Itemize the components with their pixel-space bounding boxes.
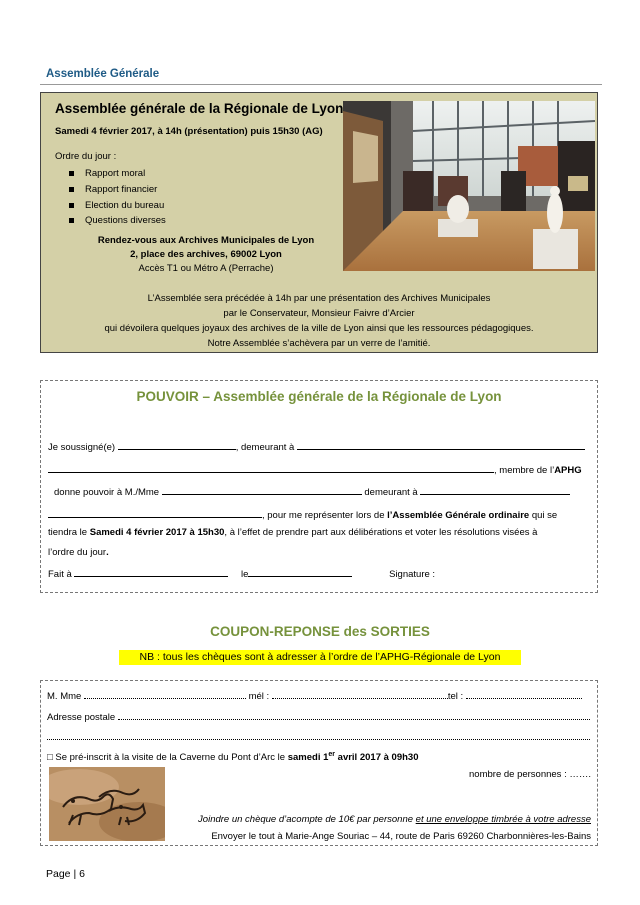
cave-painting-image xyxy=(49,767,165,841)
section-title: Assemblée Générale xyxy=(46,68,160,80)
pouvoir-line-4 xyxy=(48,508,557,521)
name-field[interactable] xyxy=(118,440,236,450)
archives-photo xyxy=(343,101,595,271)
proxy-address-field[interactable] xyxy=(420,485,570,495)
agenda-item-label: Questions diverses xyxy=(85,215,166,227)
signature-label: Signature : xyxy=(389,569,436,580)
proxy-address-continued-field[interactable] xyxy=(48,508,262,518)
ag-ordre-label: Ordre du jour : xyxy=(55,151,117,162)
pouvoir-line-2 xyxy=(48,463,582,476)
agenda-item-label: Election du bureau xyxy=(85,199,165,211)
ag-rendezvous xyxy=(81,234,331,276)
ag-date: Samedi 4 février 2017, à 14h (présentation) puis 15h30 (AG) xyxy=(55,126,323,137)
page-number: Page | 6 xyxy=(46,868,85,880)
label: Je soussigné(e) xyxy=(48,442,116,453)
label: , pour me représenter lors de xyxy=(262,510,385,521)
ag-agenda-list xyxy=(69,166,166,229)
rdv-line: Accès T1 ou Métro A (Perrache) xyxy=(138,263,274,274)
coupon-nb-highlight: NB : tous les chèques sont à adresser à l’ordre de l’APHG-Régionale de Lyon xyxy=(119,650,521,665)
ag-box xyxy=(40,92,598,353)
label: samedi 1 xyxy=(287,752,329,764)
coupon-title: COUPON-REPONSE des SORTIES xyxy=(210,624,430,639)
label: , demeurant à xyxy=(235,442,295,453)
list-item xyxy=(69,198,166,214)
pouvoir-line-3 xyxy=(54,485,570,498)
bullet-icon xyxy=(69,187,74,192)
label: , à l’effet de prendre part aux délibérations et voter les résolutions visées à xyxy=(224,527,538,538)
place-field[interactable] xyxy=(74,567,228,577)
label: tiendra le xyxy=(48,527,88,538)
list-item xyxy=(69,166,166,182)
list-item xyxy=(69,213,166,229)
coupon-line-2 xyxy=(47,711,590,723)
pouvoir-title: POUVOIR – Assemblée générale de la Régionale de Lyon xyxy=(136,389,502,404)
label: Adresse postale xyxy=(47,712,116,723)
coupon-line-3 xyxy=(47,731,590,743)
proxy-name-field[interactable] xyxy=(162,485,362,495)
coupon-join-text xyxy=(198,814,591,825)
bullet-icon xyxy=(69,171,74,176)
label: l’Assemblée Générale ordinaire xyxy=(387,510,530,521)
coupon-line-1 xyxy=(47,690,582,702)
label: l’ordre du jour xyxy=(48,547,107,558)
list-item xyxy=(69,182,166,198)
email-field[interactable] xyxy=(272,690,448,699)
label: , membre de l’ xyxy=(494,465,555,476)
phone-field[interactable] xyxy=(466,690,582,699)
coupon-form xyxy=(40,680,598,846)
section-rule xyxy=(40,84,602,85)
label: mél : xyxy=(248,691,270,702)
pouvoir-line-5 xyxy=(48,527,537,538)
label: Fait à xyxy=(48,569,72,580)
label: tel : xyxy=(447,691,464,702)
pouvoir-line-7 xyxy=(48,567,435,580)
label: avril 2017 à 09h30 xyxy=(337,752,419,764)
label: qui se xyxy=(531,510,558,521)
label: Samedi 4 février 2017 à 15h30 xyxy=(89,527,225,538)
rdv-line: 2, place des archives, 69002 Lyon xyxy=(130,249,282,260)
ag-title: Assemblée générale de la Régionale de Lyon xyxy=(55,101,344,116)
address-continued-field[interactable] xyxy=(48,463,494,473)
ag-foot-line: L’Assemblée sera précédée à 14h par une présentation des Archives Municipales xyxy=(147,293,491,304)
rdv-line: Rendez-vous aux Archives Municipales de Lyon xyxy=(97,235,315,246)
ag-foot-line: qui dévoilera quelques joyaux des archives de la ville de Lyon ainsi que les ressources pédagogiques. xyxy=(104,323,534,334)
label: et une enveloppe timbrée à votre adresse xyxy=(415,814,591,825)
name-field[interactable] xyxy=(84,690,246,699)
coupon-checkbox-line[interactable] xyxy=(47,751,418,763)
ag-footer-text xyxy=(41,291,597,351)
bullet-icon xyxy=(69,203,74,208)
agenda-item-label: Rapport moral xyxy=(85,168,146,179)
nombre-personnes[interactable]: nombre de personnes : ……. xyxy=(469,769,591,780)
pouvoir-line-1 xyxy=(48,440,585,453)
label: donne pouvoir à M./Mme xyxy=(54,487,160,498)
postal-address-continued-field[interactable] xyxy=(47,731,590,740)
pouvoir-line-6 xyxy=(48,547,109,558)
pouvoir-form xyxy=(40,380,598,593)
label: Joindre un chèque d’acompte de 10€ par personne xyxy=(198,814,414,825)
agenda-item-label: Rapport financier xyxy=(85,183,158,195)
ag-foot-line: Notre Assemblée s’achèvera par un verre de l’amitié. xyxy=(207,338,431,349)
checkbox-label[interactable]: □ Se pré-inscrit à la visite de la Caverne du Pont d’Arc le xyxy=(47,752,286,764)
label: demeurant à xyxy=(364,487,418,498)
ag-foot-line: par le Conservateur, Monsieur Faivre d’Arcier xyxy=(223,308,415,319)
date-field[interactable] xyxy=(248,567,352,577)
bullet-icon xyxy=(69,218,74,223)
label: APHG xyxy=(554,465,582,476)
coupon-send-address: Envoyer le tout à Marie-Ange Souriac – 44, route de Paris 69260 Charbonnières-les-Bains xyxy=(211,831,591,842)
label: M. Mme xyxy=(47,691,82,702)
label: . xyxy=(106,547,109,558)
label: le xyxy=(241,569,249,580)
label: er xyxy=(328,751,336,758)
postal-address-field[interactable] xyxy=(118,711,590,720)
address-field[interactable] xyxy=(297,440,585,450)
